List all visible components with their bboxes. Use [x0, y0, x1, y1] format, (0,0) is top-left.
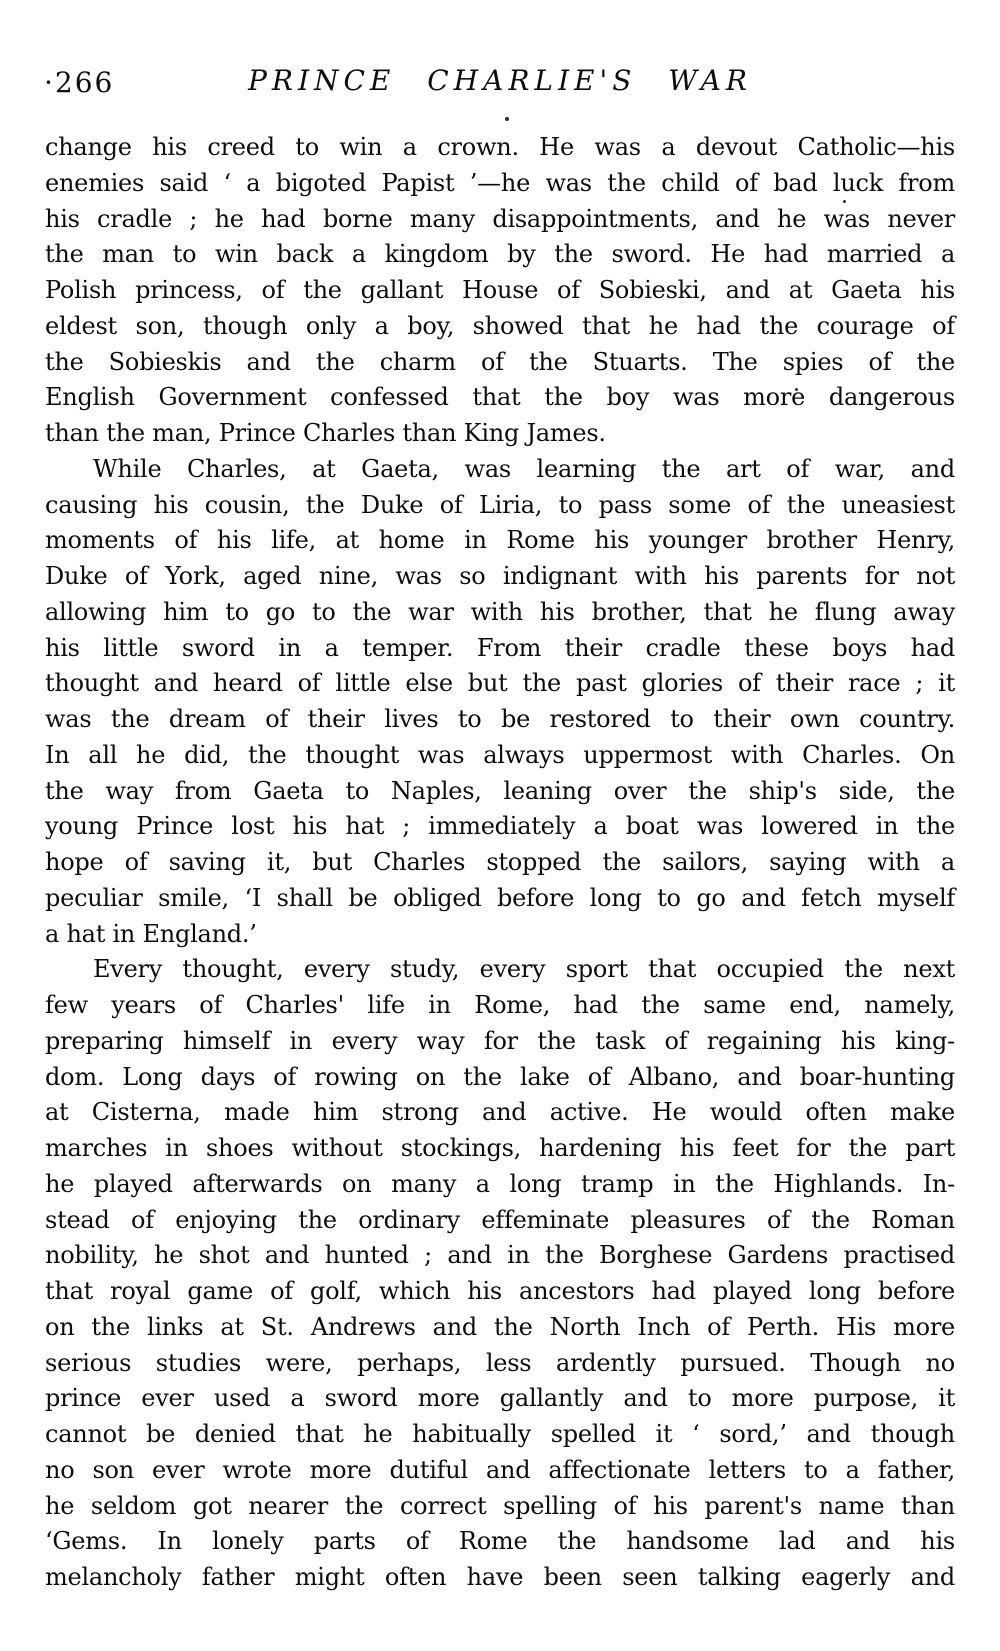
text-line: preparing himself in every way for the task of regaining his king-: [45, 1026, 955, 1055]
text-line: hope of saving it, but Charles stopped the sailors, saying with a: [45, 848, 955, 876]
text-line: stead of enjoying the ordinary effeminate pleasures of the Roman: [45, 1205, 955, 1234]
text-line: on the links at St. Andrews and the North Inch of Perth. His more: [45, 1312, 955, 1341]
text-line: ‘Gems. In lonely parts of Rome the handsome lad and his: [45, 1527, 955, 1556]
paragraph-2: [45, 452, 955, 953]
text-line: his cradle ; he had borne many disappointments, and he was never: [45, 204, 955, 233]
text-line: prince ever used a sword more gallantly and to more purpose, it: [45, 1384, 955, 1413]
text-line: While Charles, at Gaeta, was learning the art of war, and: [93, 454, 955, 483]
text-line: he seldom got nearer the correct spelling of his parent's name than: [45, 1491, 955, 1520]
text-line: thought and heard of little else but the past glories of their race ; it: [45, 669, 955, 698]
page-number: ·266: [44, 66, 115, 99]
text-line: nobility, he shot and hunted ; and in the Borghese Gardens practised: [45, 1241, 955, 1270]
text-line: few years of Charles' life in Rome, had the same end, namely,: [45, 991, 955, 1019]
text-line: allowing him to go to the war with his brother, that he flung away: [45, 597, 955, 626]
text-line: his little sword in a temper. From their cradle these boys had: [45, 633, 955, 662]
text-line: change his creed to win a crown. He was a devout Catholic—his: [45, 133, 955, 161]
text-line: marches in shoes without stockings, hardening his feet for the part: [45, 1134, 955, 1162]
text-line: at Cisterna, made him strong and active. He would often make: [45, 1098, 955, 1127]
text-line: melancholy father might often have been seen talking eagerly and: [45, 1563, 955, 1591]
page-header: [0, 64, 1000, 106]
text-line: than the man, Prince Charles than King James.: [45, 419, 606, 447]
text-line: the way from Gaeta to Naples, leaning over the ship's side, the: [45, 776, 955, 805]
text-line: he played afterwards on many a long tramp in the Highlands. In-: [45, 1169, 955, 1198]
text-line: the man to win back a kingdom by the sword. He had married a: [45, 240, 955, 269]
text-line: that royal game of golf, which his ancestors had played long before: [45, 1277, 955, 1305]
text-line: moments of his life, at home in Rome his younger brother Henry,: [45, 526, 955, 555]
text-line: the Sobieskis and the charm of the Stuarts. The spies of the: [45, 347, 955, 376]
text-line: English Government confessed that the boy was more dangerous: [45, 383, 955, 412]
text-line: causing his cousin, the Duke of Liria, to pass some of the uneasiest: [45, 490, 955, 519]
text-line: peculiar smile, ‘I shall be obliged before long to go and fetch myself: [45, 883, 955, 912]
text-line: In all he did, the thought was always uppermost with Charles. On: [45, 740, 955, 769]
running-header-title: PRINCE CHARLIE'S WAR: [248, 64, 752, 97]
text-line: serious studies were, perhaps, less ardently pursued. Though no: [45, 1348, 955, 1377]
text-line: Duke of York, aged nine, was so indignant with his parents for not: [45, 562, 955, 590]
text-line: eldest son, though only a boy, showed that he had the courage of: [45, 311, 955, 340]
scan-speck: [505, 117, 509, 121]
text-line: enemies said ‘ a bigoted Papist ’—he was the child of bad luck from: [45, 168, 955, 197]
text-line: was the dream of their lives to be restored to their own country.: [45, 705, 955, 733]
text-line: a hat in England.’: [45, 919, 257, 948]
text-line: no son ever wrote more dutiful and affectionate letters to a father,: [45, 1455, 955, 1484]
body-text: [45, 130, 955, 1596]
text-line: Every thought, every study, every sport that occupied the next: [93, 955, 955, 984]
paragraph-1: [45, 130, 955, 452]
text-line: young Prince lost his hat ; immediately a boat was lowered in the: [45, 812, 955, 841]
paragraph-3: [45, 952, 955, 1596]
text-line: cannot be denied that he habitually spelled it ‘ sord,’ and though: [45, 1420, 955, 1448]
text-line: dom. Long days of rowing on the lake of Albano, and boar-hunting: [45, 1062, 955, 1091]
text-line: Polish princess, of the gallant House of Sobieski, and at Gaeta his: [45, 276, 955, 304]
